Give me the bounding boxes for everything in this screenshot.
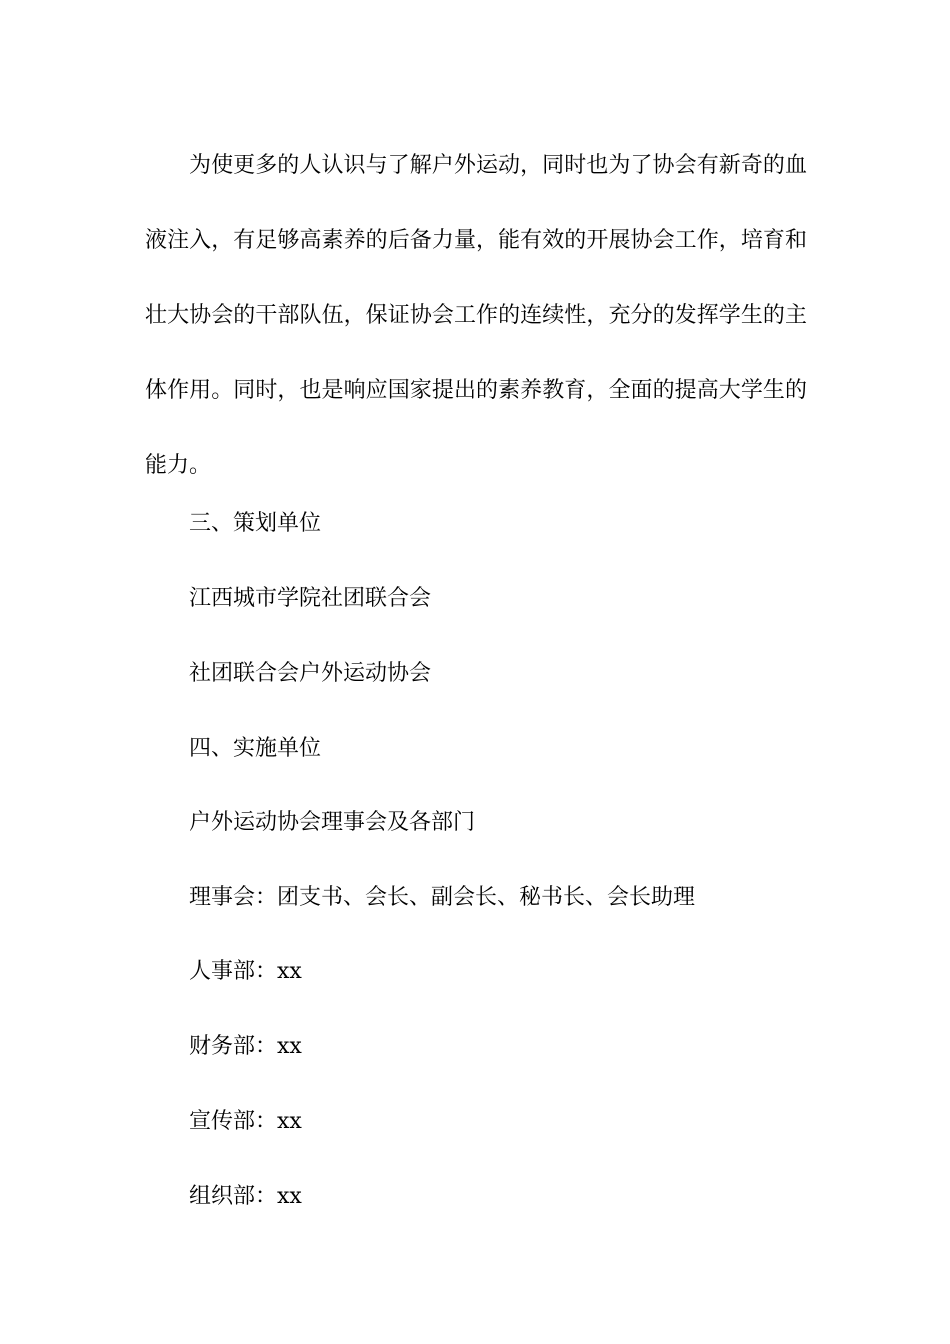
hr-department-line: 人事部：xx (189, 959, 302, 984)
planning-unit-line-2: 社团联合会户外运动协会 (189, 661, 432, 686)
purpose-paragraph: 为使更多的人认识与了解户外运动，同时也为了协会有新奇的血液注入，有足够高素养的后备力量，能有效的开展协会工作，培育和壮大协会的干部队伍，保证协会工作的连续性，充分的发挥学生的主体作用。同时，也是响应国家提出的素养教育，全面的提高大学生的能力。 (145, 153, 807, 478)
council-members-line: 理事会：团支书、会长、副会长、秘书长、会长助理 (189, 885, 696, 910)
finance-department-line: 财务部：xx (189, 1034, 302, 1059)
publicity-department-line: 宣传部：xx (189, 1109, 302, 1134)
section-heading-planning-unit: 三、策划单位 (189, 511, 322, 536)
implementing-unit-line: 户外运动协会理事会及各部门 (189, 810, 476, 835)
planning-unit-line-1: 江西城市学院社团联合会 (189, 586, 432, 611)
organization-department-line: 组织部：xx (189, 1184, 302, 1209)
section-heading-implementing-unit: 四、实施单位 (189, 736, 322, 761)
